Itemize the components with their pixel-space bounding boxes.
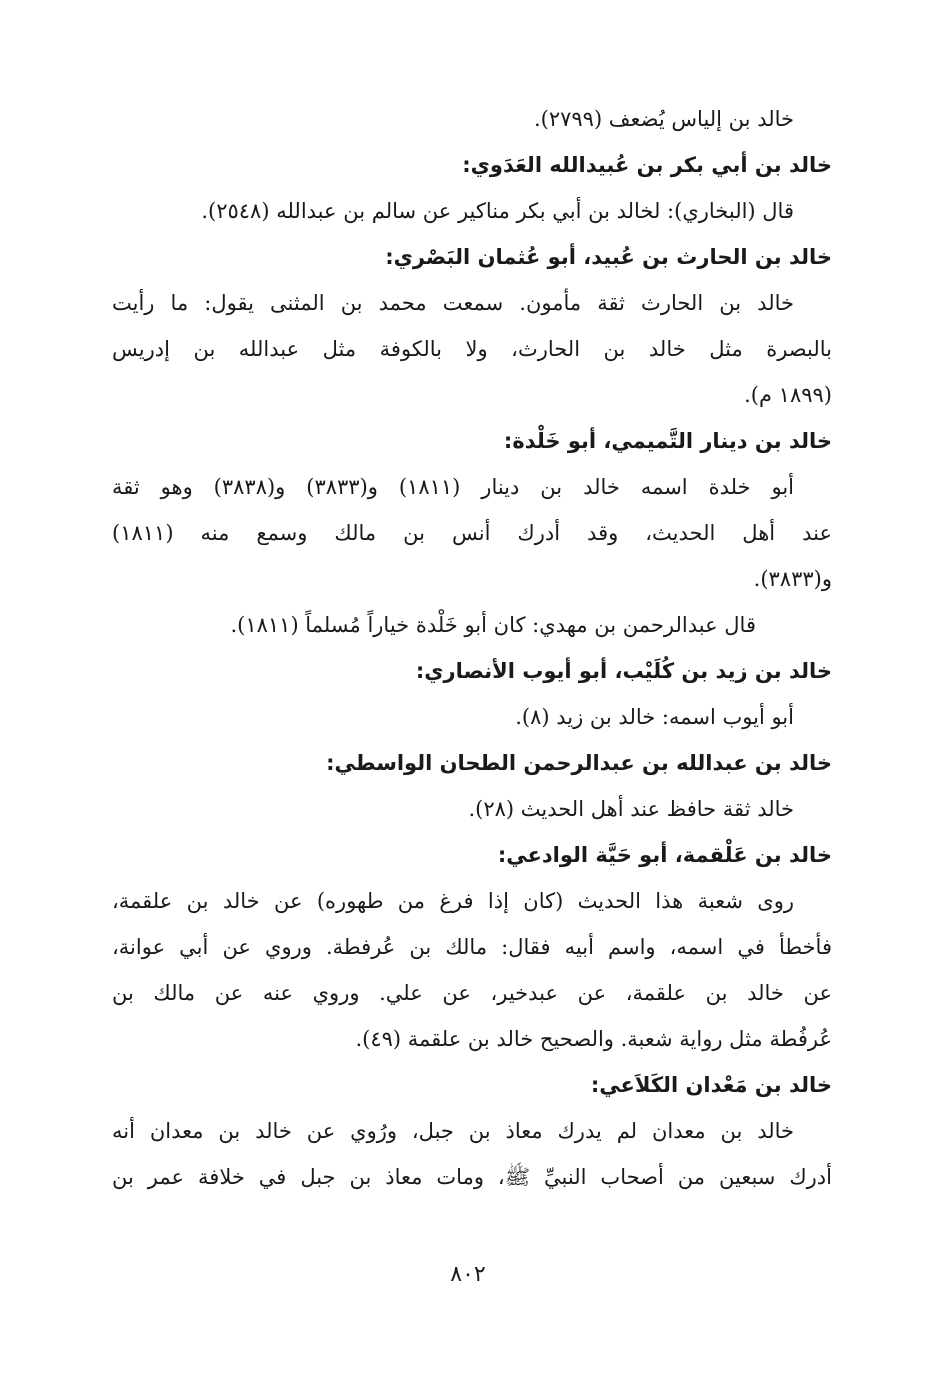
text-line: روى شعبة هذا الحديث (كان إذا فرغ من طهوره) عن خالد بن علقمة، xyxy=(112,889,794,913)
text-line: أبو خلدة اسمه خالد بن دينار (١٨١١) و(٣٨٣٣) و(٣٨٣٨) وهو ثقة xyxy=(112,475,795,499)
text-line: أدرك سبعين من أصحاب النبيِّ ﷺ، ومات معاذ بن جبل في خلافة عمر بن xyxy=(112,1165,832,1189)
entry-heading: خالد بن عبدالله بن عبدالرحمن الطحان الواسطي: xyxy=(326,751,832,775)
entry-text xyxy=(112,602,832,648)
entry-text xyxy=(112,280,832,418)
text-line: عُرفُطة مثل رواية شعبة. والصحيح خالد بن علقمة (٤٩). xyxy=(355,1027,832,1051)
entry-text xyxy=(112,96,832,142)
entry-text xyxy=(112,464,832,602)
text-line: و(٣٨٣٣). xyxy=(753,567,832,591)
text-line: (١٨٩٩ م). xyxy=(744,383,832,407)
text-line: قال عبدالرحمن بن مهدي: كان أبو خَلْدة خياراً مُسلماً (١٨١١). xyxy=(230,613,756,637)
entry-text xyxy=(112,1108,832,1200)
entry-text xyxy=(112,188,832,234)
text-line: عن خالد بن علقمة، عن عبدخير، عن علي. وروي عنه عن مالك بن xyxy=(112,981,832,1005)
text-line: خالد ثقة حافظ عند أهل الحديث (٢٨). xyxy=(468,797,794,821)
text-line: قال (البخاري): لخالد بن أبي بكر مناكير عن سالم بن عبدالله (٢٥٤٨). xyxy=(201,199,794,223)
entry-text xyxy=(112,694,832,740)
entry-heading: خالد بن مَعْدان الكَلاَعي: xyxy=(590,1073,832,1097)
entry-text xyxy=(112,786,832,832)
entry-heading: خالد بن أبي بكر بن عُبيدالله العَدَوي: xyxy=(462,153,832,177)
text-line: عند أهل الحديث، وقد أدرك أنس بن مالك وسمع منه (١٨١١) xyxy=(112,521,832,545)
text-line: خالد بن إلياس يُضعف (٢٧٩٩). xyxy=(533,107,794,131)
text-line: فأخطأ في اسمه، واسم أبيه فقال: مالك بن عُرفطة. وروي عن أبي عوانة، xyxy=(112,935,832,959)
page-body xyxy=(112,96,832,1200)
text-line: خالد بن الحارث ثقة مأمون. سمعت محمد بن المثنى يقول: ما رأيت xyxy=(112,291,794,315)
entry-heading: خالد بن عَلْقمة، أبو حَيَّة الوادعي: xyxy=(497,843,832,867)
entry-heading: خالد بن دينار التَّميمي، أبو خَلْدة: xyxy=(503,429,832,453)
entry-text xyxy=(112,878,832,1062)
entry-heading: خالد بن زيد بن كُلَيْب، أبو أيوب الأنصاري: xyxy=(415,659,832,683)
page-number: ٨٠٢ xyxy=(450,1262,486,1287)
entry-heading: خالد بن الحارث بن عُبيد، أبو عُثمان البَصْري: xyxy=(385,245,832,269)
text-line: خالد بن معدان لم يدرك معاذ بن جبل، ورُوي عن خالد بن معدان أنه xyxy=(112,1119,794,1143)
text-line: أبو أيوب اسمه: خالد بن زيد (٨). xyxy=(515,705,794,729)
text-line: بالبصرة مثل خالد بن الحارث، ولا بالكوفة مثل عبدالله بن إدريس xyxy=(112,337,832,361)
